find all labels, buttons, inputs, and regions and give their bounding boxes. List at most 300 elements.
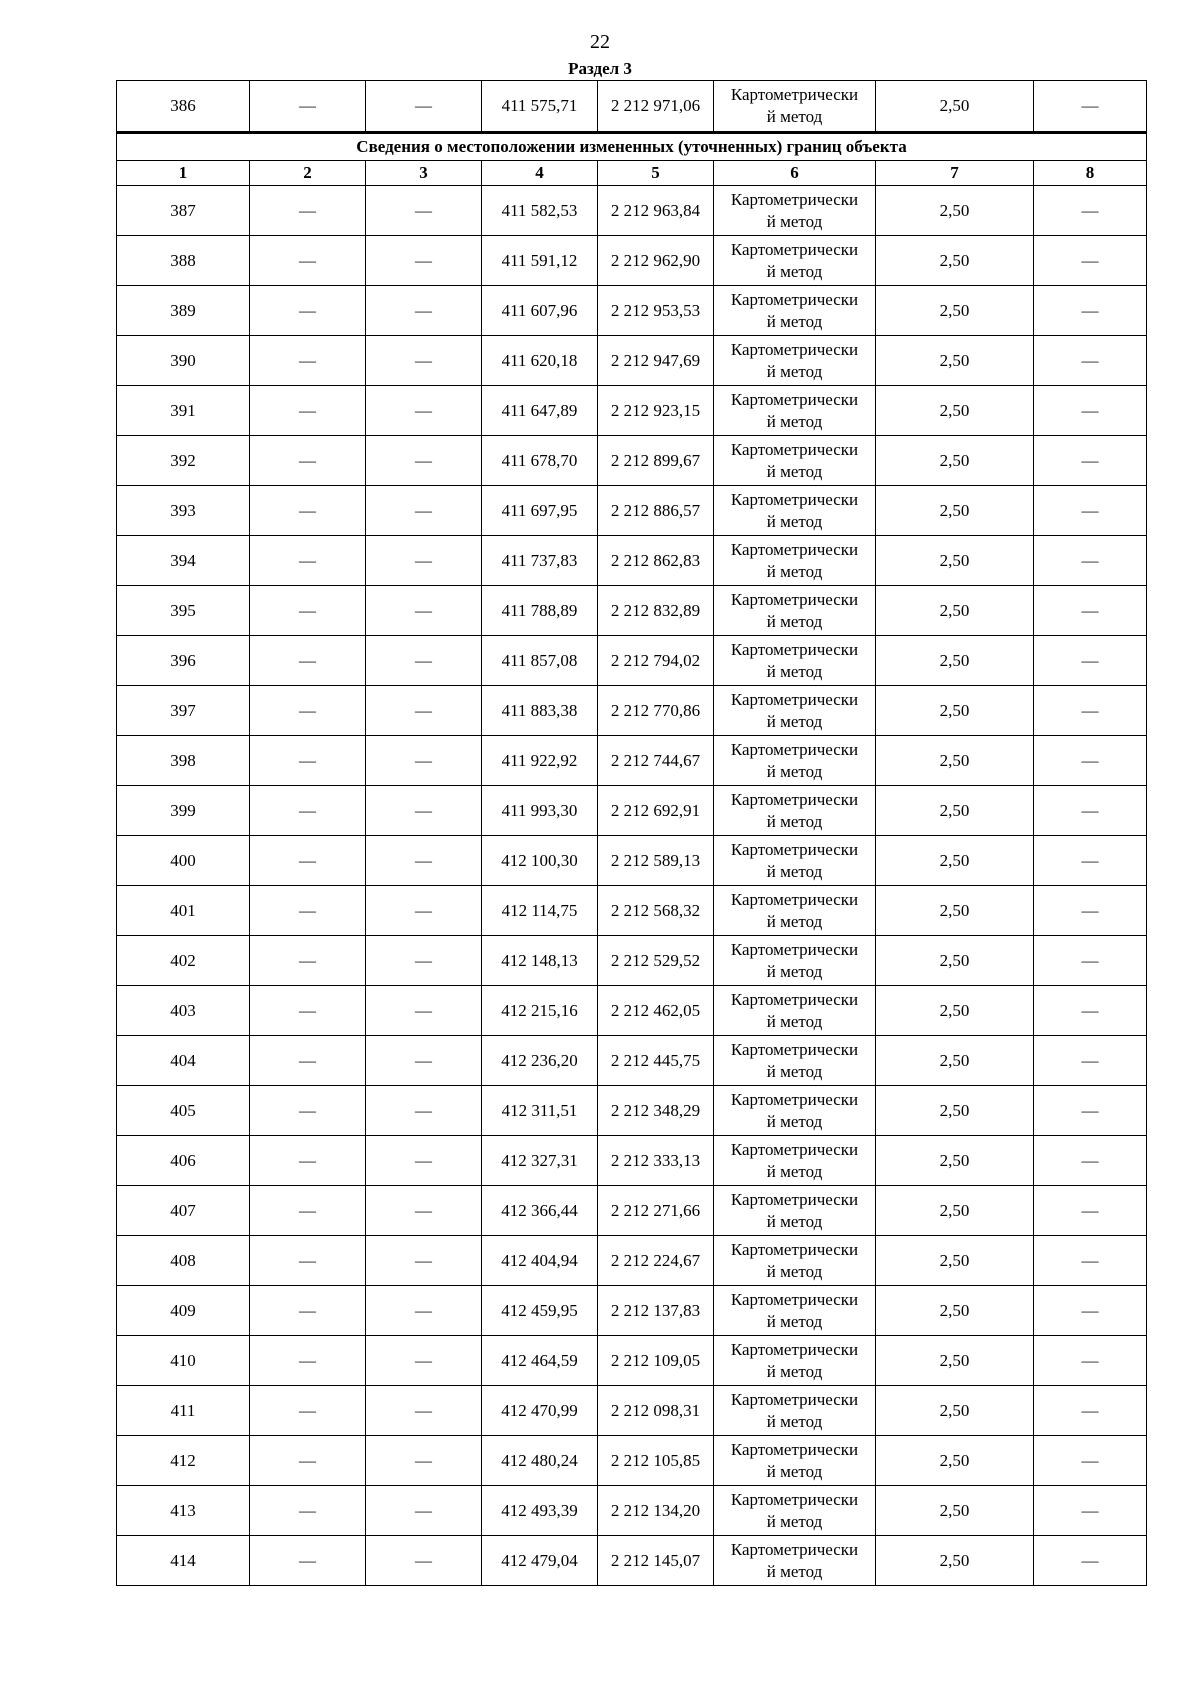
cell-col8: —	[1034, 1336, 1147, 1386]
cell-point: 409	[117, 1286, 250, 1336]
cell-y-coordinate: 2 212 109,05	[598, 1336, 714, 1386]
cell-x-coordinate: 412 366,44	[482, 1186, 598, 1236]
method-line1: Картометрически	[730, 85, 859, 104]
cell-col8: —	[1034, 836, 1147, 886]
table-row	[117, 81, 1147, 133]
table-row	[117, 386, 1147, 436]
cell-point: 399	[117, 786, 250, 836]
cell-point: 389	[117, 286, 250, 336]
cell-col3: —	[366, 1136, 482, 1186]
method-line1: Картометрически	[730, 1339, 859, 1359]
cell-col2: —	[250, 1286, 366, 1336]
table-row	[117, 1286, 1147, 1336]
cell-col3: —	[366, 286, 482, 336]
table-row	[117, 186, 1147, 236]
cell-method	[714, 736, 876, 786]
cell-method	[714, 1536, 876, 1586]
cell-accuracy: 2,50	[876, 81, 1034, 133]
method-line2: й метод	[766, 1061, 823, 1081]
cell-col8: —	[1034, 1136, 1147, 1186]
cell-col8: —	[1034, 386, 1147, 436]
cell-col8: —	[1034, 886, 1147, 936]
cell-x-coordinate: 411 993,30	[482, 786, 598, 836]
cell-col2: —	[250, 536, 366, 586]
cell-y-coordinate: 2 212 098,31	[598, 1386, 714, 1436]
cell-y-coordinate: 2 212 692,91	[598, 786, 714, 836]
cell-accuracy: 2,50	[876, 1236, 1034, 1286]
cell-col2: —	[250, 1536, 366, 1586]
cell-x-coordinate: 412 404,94	[482, 1236, 598, 1286]
method-line1: Картометрически	[730, 889, 859, 909]
cell-col2: —	[250, 1486, 366, 1536]
column-number: 6	[714, 161, 876, 186]
table-row	[117, 936, 1147, 986]
cell-x-coordinate: 411 788,89	[482, 586, 598, 636]
cell-y-coordinate: 2 212 862,83	[598, 536, 714, 586]
cell-x-coordinate: 412 480,24	[482, 1436, 598, 1486]
cell-method	[714, 986, 876, 1036]
cell-col8: —	[1034, 636, 1147, 686]
table-row	[117, 1486, 1147, 1536]
cell-col2: —	[250, 636, 366, 686]
cell-col3: —	[366, 336, 482, 386]
method-line2: й метод	[766, 1511, 823, 1531]
cell-col8: —	[1034, 1086, 1147, 1136]
cell-col3: —	[366, 1536, 482, 1586]
cell-method	[714, 536, 876, 586]
cell-x-coordinate: 412 479,04	[482, 1536, 598, 1586]
cell-x-coordinate: 411 620,18	[482, 336, 598, 386]
cell-method	[714, 236, 876, 286]
cell-col3: —	[366, 1286, 482, 1336]
method-line2: й метод	[766, 1561, 823, 1581]
cell-col8: —	[1034, 536, 1147, 586]
cell-col3: —	[366, 1436, 482, 1486]
cell-y-coordinate: 2 212 963,84	[598, 186, 714, 236]
cell-x-coordinate: 412 215,16	[482, 986, 598, 1036]
cell-col3: —	[366, 1486, 482, 1536]
cell-y-coordinate: 2 212 971,06	[598, 81, 714, 133]
method-line1: Картометрически	[730, 389, 859, 409]
method-line1: Картометрически	[730, 289, 859, 309]
method-line1: Картометрически	[730, 639, 859, 659]
cell-x-coordinate: 412 459,95	[482, 1286, 598, 1336]
cell-col3: —	[366, 386, 482, 436]
cell-point: 401	[117, 886, 250, 936]
cell-accuracy: 2,50	[876, 1486, 1034, 1536]
table-row	[117, 1536, 1147, 1586]
cell-method	[714, 686, 876, 736]
cell-col8: —	[1034, 81, 1147, 133]
method-line1: Картометрически	[730, 339, 859, 359]
table-row	[117, 1436, 1147, 1486]
subsection-title: Сведения о местоположении измененных (уточненных) границ объекта	[117, 133, 1147, 161]
method-line2: й метод	[766, 311, 823, 331]
cell-col8: —	[1034, 786, 1147, 836]
method-line2: й метод	[766, 661, 823, 681]
cell-point: 410	[117, 1336, 250, 1386]
cell-accuracy: 2,50	[876, 386, 1034, 436]
cell-y-coordinate: 2 212 886,57	[598, 486, 714, 536]
cell-x-coordinate: 411 607,96	[482, 286, 598, 336]
cell-col3: —	[366, 186, 482, 236]
cell-point: 396	[117, 636, 250, 686]
table-row	[117, 836, 1147, 886]
cell-y-coordinate: 2 212 348,29	[598, 1086, 714, 1136]
table-row	[117, 1386, 1147, 1436]
cell-x-coordinate: 411 678,70	[482, 436, 598, 486]
cell-y-coordinate: 2 212 589,13	[598, 836, 714, 886]
method-line1: Картометрически	[730, 239, 859, 259]
cell-col8: —	[1034, 986, 1147, 1036]
cell-point: 413	[117, 1486, 250, 1536]
cell-point: 407	[117, 1186, 250, 1236]
column-numbers-row	[117, 161, 1147, 186]
cell-point: 397	[117, 686, 250, 736]
cell-point: 395	[117, 586, 250, 636]
cell-method	[714, 186, 876, 236]
cell-col3: —	[366, 81, 482, 133]
cell-col8: —	[1034, 186, 1147, 236]
cell-y-coordinate: 2 212 923,15	[598, 386, 714, 436]
cell-method	[714, 1486, 876, 1536]
column-number: 5	[598, 161, 714, 186]
method-line2: й метод	[766, 1011, 823, 1031]
cell-method	[714, 1136, 876, 1186]
table-row	[117, 436, 1147, 486]
cell-col3: —	[366, 1086, 482, 1136]
cell-col3: —	[366, 786, 482, 836]
method-line2: й метод	[766, 1411, 823, 1431]
cell-col3: —	[366, 836, 482, 886]
method-line2: й метод	[766, 1311, 823, 1331]
cell-col3: —	[366, 1386, 482, 1436]
cell-point: 406	[117, 1136, 250, 1186]
cell-method	[714, 636, 876, 686]
method-line1: Картометрически	[730, 439, 859, 459]
cell-col2: —	[250, 486, 366, 536]
cell-method	[714, 786, 876, 836]
cell-y-coordinate: 2 212 134,20	[598, 1486, 714, 1536]
cell-col8: —	[1034, 1386, 1147, 1436]
cell-point: 386	[117, 81, 250, 133]
cell-accuracy: 2,50	[876, 686, 1034, 736]
method-line2: й метод	[766, 411, 823, 431]
method-line1: Картометрически	[730, 1389, 859, 1409]
cell-col8: —	[1034, 1036, 1147, 1086]
cell-point: 414	[117, 1536, 250, 1586]
cell-x-coordinate: 412 148,13	[482, 936, 598, 986]
cell-x-coordinate: 412 311,51	[482, 1086, 598, 1136]
cell-accuracy: 2,50	[876, 336, 1034, 386]
table-row	[117, 586, 1147, 636]
cell-col2: —	[250, 736, 366, 786]
cell-point: 392	[117, 436, 250, 486]
cell-y-coordinate: 2 212 953,53	[598, 286, 714, 336]
cell-col8: —	[1034, 436, 1147, 486]
cell-y-coordinate: 2 212 794,02	[598, 636, 714, 686]
cell-col2: —	[250, 1136, 366, 1186]
table-row	[117, 1186, 1147, 1236]
page-number: 22	[590, 31, 610, 53]
cell-accuracy: 2,50	[876, 1536, 1034, 1586]
cell-col3: —	[366, 986, 482, 1036]
table-row	[117, 886, 1147, 936]
cell-point: 402	[117, 936, 250, 986]
cell-col3: —	[366, 586, 482, 636]
table-row	[117, 736, 1147, 786]
table-row	[117, 536, 1147, 586]
cell-point: 398	[117, 736, 250, 786]
cell-col2: —	[250, 1186, 366, 1236]
cell-point: 391	[117, 386, 250, 436]
method-line2: й метод	[766, 761, 823, 781]
method-line2: й метод	[766, 261, 823, 281]
table-row	[117, 1236, 1147, 1286]
cell-col3: —	[366, 1336, 482, 1386]
method-line2: й метод	[766, 1211, 823, 1231]
cell-x-coordinate: 412 493,39	[482, 1486, 598, 1536]
cell-method	[714, 1386, 876, 1436]
method-line1: Картометрически	[730, 1089, 859, 1109]
cell-y-coordinate: 2 212 832,89	[598, 586, 714, 636]
cell-accuracy: 2,50	[876, 436, 1034, 486]
column-number: 2	[250, 161, 366, 186]
cell-accuracy: 2,50	[876, 1286, 1034, 1336]
cell-col2: —	[250, 836, 366, 886]
cell-col3: —	[366, 486, 482, 536]
table-row	[117, 786, 1147, 836]
table-row	[117, 236, 1147, 286]
method-line2: й метод	[766, 1461, 823, 1481]
method-line1: Картометрически	[730, 189, 859, 209]
cell-x-coordinate: 411 737,83	[482, 536, 598, 586]
method-line2: й метод	[766, 461, 823, 481]
cell-col2: —	[250, 686, 366, 736]
cell-x-coordinate: 411 857,08	[482, 636, 598, 686]
cell-accuracy: 2,50	[876, 286, 1034, 336]
table-row	[117, 1336, 1147, 1386]
cell-y-coordinate: 2 212 962,90	[598, 236, 714, 286]
cell-col3: —	[366, 686, 482, 736]
cell-method	[714, 586, 876, 636]
cell-col8: —	[1034, 486, 1147, 536]
cell-col8: —	[1034, 1486, 1147, 1536]
column-number: 8	[1034, 161, 1147, 186]
cell-x-coordinate: 411 582,53	[482, 186, 598, 236]
cell-col2: —	[250, 786, 366, 836]
method-line2: й метод	[766, 611, 823, 631]
method-line2: й метод	[766, 561, 823, 581]
cell-col8: —	[1034, 1186, 1147, 1236]
cell-method	[714, 336, 876, 386]
cell-col3: —	[366, 436, 482, 486]
cell-y-coordinate: 2 212 899,67	[598, 436, 714, 486]
method-line1: Картометрически	[730, 739, 859, 759]
cell-point: 408	[117, 1236, 250, 1286]
table-row	[117, 1036, 1147, 1086]
cell-col3: —	[366, 636, 482, 686]
method-line1: Картометрически	[730, 839, 859, 859]
cell-method	[714, 886, 876, 936]
cell-point: 390	[117, 336, 250, 386]
cell-col2: —	[250, 1436, 366, 1486]
cell-accuracy: 2,50	[876, 786, 1034, 836]
cell-method	[714, 1036, 876, 1086]
cell-col2: —	[250, 1336, 366, 1386]
column-number: 3	[366, 161, 482, 186]
cell-col3: —	[366, 236, 482, 286]
method-line1: Картометрически	[730, 1539, 859, 1559]
cell-accuracy: 2,50	[876, 236, 1034, 286]
cell-point: 393	[117, 486, 250, 536]
cell-method	[714, 936, 876, 986]
method-line2: й метод	[766, 811, 823, 831]
cell-method	[714, 1236, 876, 1286]
cell-col8: —	[1034, 686, 1147, 736]
cell-method	[714, 1436, 876, 1486]
cell-col3: —	[366, 536, 482, 586]
method-line1: Картометрически	[730, 589, 859, 609]
cell-x-coordinate: 412 114,75	[482, 886, 598, 936]
cell-x-coordinate: 412 236,20	[482, 1036, 598, 1086]
method-line2: й метод	[766, 1161, 823, 1181]
cell-col3: —	[366, 886, 482, 936]
table-body	[117, 81, 1147, 1586]
cell-col3: —	[366, 1236, 482, 1286]
cell-col2: —	[250, 436, 366, 486]
table-row	[117, 286, 1147, 336]
cell-accuracy: 2,50	[876, 736, 1034, 786]
table-row	[117, 636, 1147, 686]
cell-col2: —	[250, 1236, 366, 1286]
cell-col2: —	[250, 1386, 366, 1436]
cell-point: 404	[117, 1036, 250, 1086]
cell-x-coordinate: 412 464,59	[482, 1336, 598, 1386]
cell-accuracy: 2,50	[876, 1136, 1034, 1186]
method-line1: Картометрически	[730, 1189, 859, 1209]
cell-col2: —	[250, 286, 366, 336]
method-line2: й метод	[766, 1111, 823, 1131]
cell-y-coordinate: 2 212 137,83	[598, 1286, 714, 1336]
cell-accuracy: 2,50	[876, 586, 1034, 636]
cell-col3: —	[366, 1036, 482, 1086]
cell-method	[714, 286, 876, 336]
coordinates-table	[116, 80, 1147, 1586]
column-number: 7	[876, 161, 1034, 186]
cell-point: 403	[117, 986, 250, 1036]
method-line2: й метод	[766, 961, 823, 981]
cell-accuracy: 2,50	[876, 936, 1034, 986]
column-number: 4	[482, 161, 598, 186]
cell-accuracy: 2,50	[876, 886, 1034, 936]
cell-y-coordinate: 2 212 445,75	[598, 1036, 714, 1086]
method-line2: й метод	[766, 911, 823, 931]
method-line1: Картометрически	[730, 939, 859, 959]
method-line1: Картометрически	[730, 1289, 859, 1309]
table-row	[117, 1136, 1147, 1186]
method-line1: Картометрически	[730, 989, 859, 1009]
cell-accuracy: 2,50	[876, 186, 1034, 236]
cell-x-coordinate: 411 575,71	[482, 81, 598, 133]
cell-method	[714, 1336, 876, 1386]
method-line1: Картометрически	[730, 1439, 859, 1459]
method-line1: Картометрически	[730, 1489, 859, 1509]
cell-x-coordinate: 412 327,31	[482, 1136, 598, 1186]
subsection-heading-row	[117, 133, 1147, 161]
cell-col3: —	[366, 936, 482, 986]
cell-col8: —	[1034, 236, 1147, 286]
cell-y-coordinate: 2 212 529,52	[598, 936, 714, 986]
table-row	[117, 986, 1147, 1036]
method-line1: Картометрически	[730, 1039, 859, 1059]
cell-col3: —	[366, 1186, 482, 1236]
cell-y-coordinate: 2 212 145,07	[598, 1536, 714, 1586]
method-line2: й метод	[766, 107, 823, 126]
cell-method	[714, 386, 876, 436]
cell-method	[714, 1186, 876, 1236]
cell-accuracy: 2,50	[876, 1036, 1034, 1086]
cell-accuracy: 2,50	[876, 636, 1034, 686]
method-line1: Картометрически	[730, 489, 859, 509]
method-line2: й метод	[766, 211, 823, 231]
cell-accuracy: 2,50	[876, 486, 1034, 536]
method-line1: Картометрически	[730, 689, 859, 709]
cell-method	[714, 81, 876, 133]
cell-x-coordinate: 411 883,38	[482, 686, 598, 736]
cell-x-coordinate: 412 470,99	[482, 1386, 598, 1436]
cell-point: 394	[117, 536, 250, 586]
cell-accuracy: 2,50	[876, 836, 1034, 886]
cell-col8: —	[1034, 1536, 1147, 1586]
cell-y-coordinate: 2 212 770,86	[598, 686, 714, 736]
cell-col2: —	[250, 236, 366, 286]
cell-y-coordinate: 2 212 568,32	[598, 886, 714, 936]
method-line2: й метод	[766, 1361, 823, 1381]
cell-point: 400	[117, 836, 250, 886]
cell-col2: —	[250, 186, 366, 236]
section-title: Раздел 3	[568, 59, 632, 78]
table-row	[117, 336, 1147, 386]
cell-accuracy: 2,50	[876, 1086, 1034, 1136]
table-row	[117, 686, 1147, 736]
method-line1: Картометрически	[730, 539, 859, 559]
cell-col8: —	[1034, 586, 1147, 636]
cell-accuracy: 2,50	[876, 1336, 1034, 1386]
method-line1: Картометрически	[730, 1239, 859, 1259]
cell-accuracy: 2,50	[876, 1436, 1034, 1486]
cell-col8: —	[1034, 336, 1147, 386]
cell-x-coordinate: 411 647,89	[482, 386, 598, 436]
cell-col2: —	[250, 386, 366, 436]
cell-col2: —	[250, 336, 366, 386]
cell-col2: —	[250, 986, 366, 1036]
cell-x-coordinate: 412 100,30	[482, 836, 598, 886]
cell-point: 405	[117, 1086, 250, 1136]
cell-col2: —	[250, 1036, 366, 1086]
cell-col8: —	[1034, 736, 1147, 786]
cell-col8: —	[1034, 1436, 1147, 1486]
cell-method	[714, 486, 876, 536]
cell-col3: —	[366, 736, 482, 786]
method-line2: й метод	[766, 361, 823, 381]
cell-accuracy: 2,50	[876, 536, 1034, 586]
method-line2: й метод	[766, 1261, 823, 1281]
cell-point: 411	[117, 1386, 250, 1436]
cell-col2: —	[250, 81, 366, 133]
cell-col8: —	[1034, 1236, 1147, 1286]
cell-accuracy: 2,50	[876, 1186, 1034, 1236]
